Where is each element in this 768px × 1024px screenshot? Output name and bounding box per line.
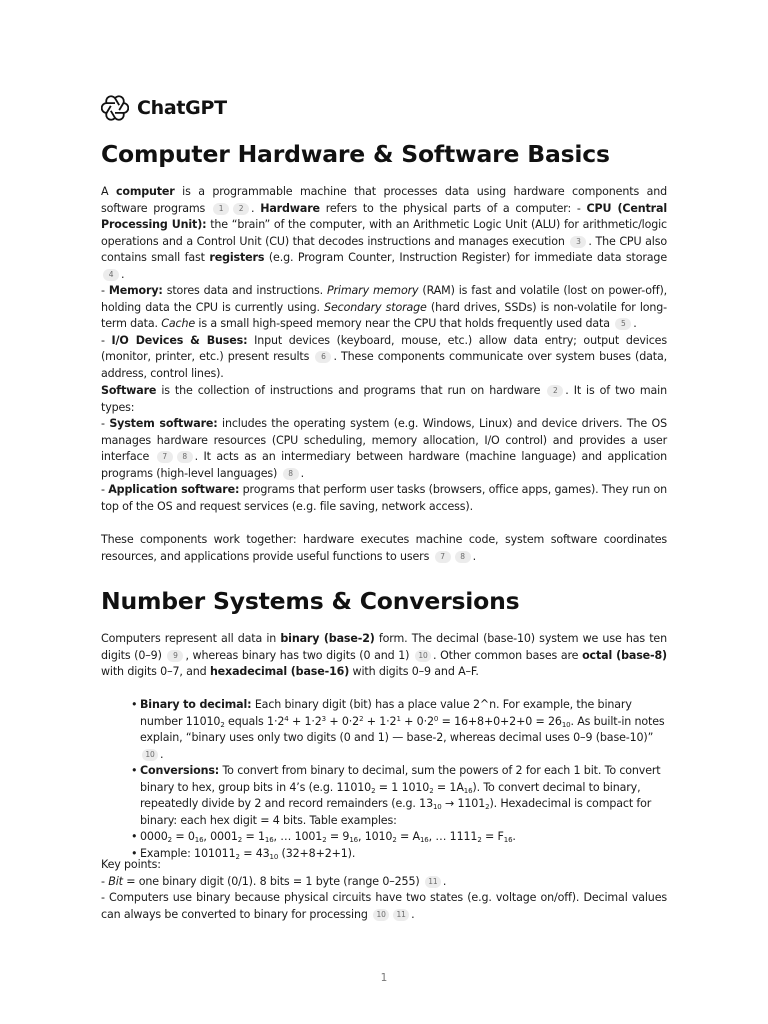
citation-8[interactable]: 8: [177, 451, 193, 463]
list-item: • Binary to decimal: Each binary digit (bit) has a place value 2^n. For example, the binary number $11010_2$ equals $1\cdot 2^4 + 1\cdot 2^3 + 0\cdot 2^2 + 1\cdot 2^1 + 0\cdot 2^0 = 16+8+0+2+0 = 26_{10}$. As built-in notes explain, “binary uses only two digits (0 and 1) — base-2, whereas decimal uses 0–9 (base-10)” 10 .: [131, 697, 671, 763]
citation-10[interactable]: 10: [373, 909, 389, 921]
brand-header: [101, 94, 227, 122]
citation-1[interactable]: 1: [213, 203, 229, 215]
list-item: • Conversions: To convert from binary to decimal, sum the powers of 2 for each 1 bit. To convert binary to hex, group bits in 4’s (e.g. $11010_2 = 1$ $1010_2 = 1A_{16}$). To convert decimal to binary, repeatedly divide by 2 and record remainders (e.g. $13_{10} \to 1101_2$). Hexadecimal is compact for binary: each hex digit = 4 bits. Table examples:: [131, 763, 671, 829]
citation-9[interactable]: 9: [167, 650, 183, 662]
paragraph-software: Software is the collection of instructions and programs that run on hardware 2 . It is of two main types: - System software: includes the operating system (e.g. Windows, Linux) and device drivers. The OS manages hardware resources (CPU scheduling, memory allocation, I/O control) and provides a user interface 7 8 . It acts as an intermediary between hardware (machine language) and application programs (high-level languages) 8 . - Application software: programs that perform user tasks (browsers, office apps, games). They run on top of the OS and request services (e.g. file saving, network access).: [101, 384, 667, 513]
paragraph-summary: These components work together: hardware executes machine code, system software coordinates resources, and applications provide useful functions to users 7 8 .: [101, 533, 667, 563]
openai-logo-icon: [101, 94, 129, 122]
paragraph-key-points: Key points: - Bit = one binary digit (0/1). 8 bits = 1 byte (range 0–255) 11 . - Computers use binary because physical circuits have two states (e.g. voltage on/off). Decimal values can always be converted to binary for processing 10 11 .: [101, 858, 667, 921]
citation-10[interactable]: 10: [415, 650, 431, 662]
list-item: • Example: $101011_2 = 43_{10}$ (32+8+2+1).: [131, 846, 671, 863]
page-number: 1: [380, 972, 388, 984]
citation-8[interactable]: 8: [283, 468, 299, 480]
citation-2[interactable]: 2: [547, 385, 563, 397]
citation-2[interactable]: 2: [233, 203, 249, 215]
section-title-hardware-software: Computer Hardware & Software Basics: [101, 140, 610, 168]
conversion-bullets: [131, 697, 671, 862]
citation-10[interactable]: 10: [142, 749, 158, 761]
citation-8[interactable]: 8: [455, 551, 471, 563]
citation-4[interactable]: 4: [103, 269, 119, 281]
brand-name: ChatGPT: [137, 97, 227, 119]
paragraph-hardware: A computer is a programmable machine that processes data using hardware components and software programs 1 2 . Hardware refers to the physical parts of a computer: - CPU (Central Processing Unit): the “brain” of the computer, with an Arithmetic Logic Unit (ALU) for arithmetic/logic operations and a Control Unit (CU) that decodes instructions and manages execution 3 . The CPU also contains small fast registers (e.g. Program Counter, Instruction Register) for immediate data storage 4 . - Memory: stores data and instructions. Primary memory (RAM) is fast and volatile (lost on power-off), holding data the CPU is currently using. Secondary storage (hard drives, SSDs) is non-volatile for long-term data. Cache is a small high-speed memory near the CPU that holds frequently used data 5 . - I/O Devices & Buses: Input devices (keyboard, mouse, etc.) allow data entry; output devices (monitor, printer, etc.) present results 6 . These components communicate over system buses (data, address, control lines).: [101, 185, 668, 380]
section-title-number-systems: Number Systems & Conversions: [101, 587, 520, 615]
citation-11[interactable]: 11: [425, 876, 441, 888]
citation-7[interactable]: 7: [435, 551, 451, 563]
list-item: • $0000_2 = 0_{16}$, $0001_2 = 1_{16}$, … $1001_2 = 9_{16}$, $1010_2 = A_{16}$, … $1111_2 = F_{16}$.: [131, 829, 671, 846]
citation-5[interactable]: 5: [615, 318, 631, 330]
citation-11[interactable]: 11: [393, 909, 409, 921]
citation-3[interactable]: 3: [570, 236, 586, 248]
citation-7[interactable]: 7: [157, 451, 173, 463]
paragraph-number-systems: Computers represent all data in binary (base-2) form. The decimal (base-10) system we use has ten digits (0–9) 9 , whereas binary has two digits (0 and 1) 10 . Other common bases are octal (base-8) with digits 0–7, and hexadecimal (base-16) with digits 0–9 and A–F.: [101, 632, 667, 678]
citation-6[interactable]: 6: [315, 351, 331, 363]
